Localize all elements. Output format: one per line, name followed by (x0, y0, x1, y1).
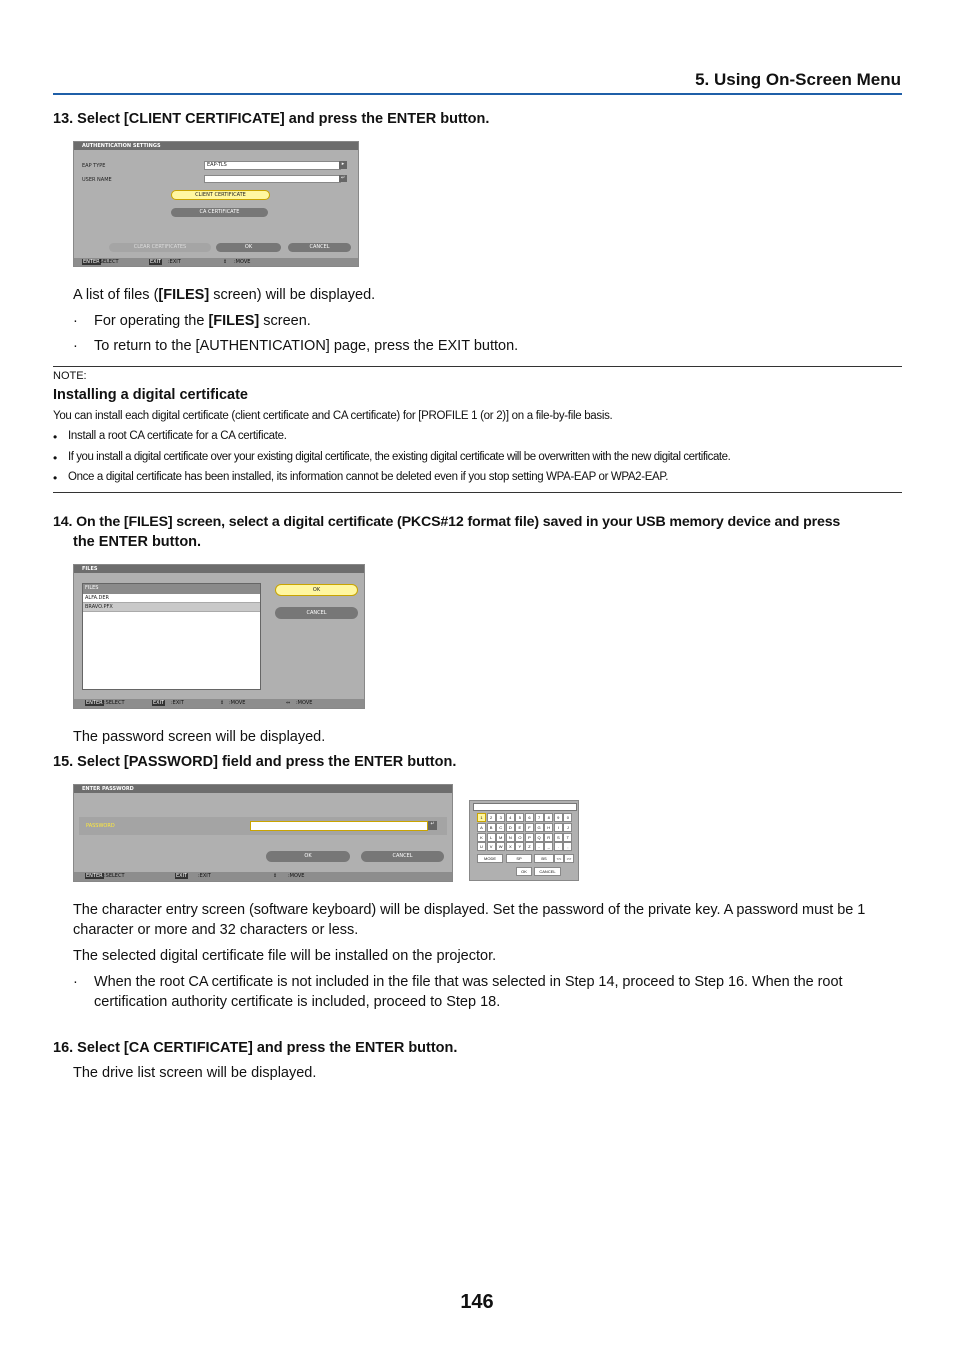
file-item[interactable]: BRAVO.PFX (83, 603, 260, 612)
keyboard-key[interactable]: M (496, 833, 505, 842)
keyboard-key[interactable]: A (477, 823, 486, 832)
enter-key-badge: ENTER (83, 259, 100, 265)
space-key[interactable]: SP (506, 854, 532, 863)
eap-type-label: EAP TYPE (82, 163, 106, 169)
keyboard-cancel-key[interactable]: CANCEL (534, 867, 561, 876)
leftright-arrow-icon: ⇔ (286, 700, 291, 706)
keyboard-key[interactable]: 3 (496, 813, 505, 822)
keyboard-key[interactable]: J (563, 823, 572, 832)
screen-footer (74, 872, 452, 881)
dropdown-arrow-icon[interactable]: ▸ (339, 161, 347, 169)
keyboard-key[interactable]: F (525, 823, 534, 832)
note-item-3: Once a digital certificate has been installed, its information cannot be deleted even if you stop setting WPA-EAP or WPA2-EAP. (68, 471, 669, 483)
keyboard-key[interactable]: U (477, 842, 486, 851)
keyboard-key[interactable]: P (525, 833, 534, 842)
step-14-heading-line-1: 14. On the [FILES] screen, select a digital certificate (PKCS#12 format file) saved in your USB memory device and press (53, 514, 841, 530)
keyboard-key[interactable]: Y (515, 842, 524, 851)
enter-key-icon[interactable]: ↵ (340, 175, 346, 181)
footer-move: :MOVE (229, 700, 246, 706)
keyboard-key[interactable]: W (496, 842, 505, 851)
keyboard-key[interactable]: K (477, 833, 486, 842)
cancel-button[interactable]: CANCEL (275, 607, 358, 619)
footer-exit: :EXIT (198, 873, 211, 879)
bullet-pre: For operating the (94, 313, 209, 329)
keyboard-key[interactable]: C (496, 823, 505, 832)
exit-key-badge: EXIT (176, 873, 188, 879)
keyboard-key[interactable]: 4 (506, 813, 515, 822)
note-title: Installing a digital certificate (53, 387, 248, 403)
note-bullet-dot: • (53, 451, 58, 465)
note-bullet-dot: • (53, 471, 58, 485)
keyboard-key[interactable]: 6 (525, 813, 534, 822)
bullet-mark: · (73, 974, 78, 990)
keyboard-key[interactable]: H (544, 823, 553, 832)
screen-title: AUTHENTICATION SETTINGS (74, 142, 358, 150)
keyboard-key[interactable]: R (544, 833, 553, 842)
authentication-settings-screen (73, 141, 359, 267)
screen-footer (74, 258, 358, 266)
bullet-mark: · (73, 313, 78, 329)
keyboard-key[interactable]: 2 (487, 813, 496, 822)
footer-move: :MOVE (288, 873, 305, 879)
footer-move: :MOVE (234, 259, 251, 265)
keyboard-key[interactable]: G (535, 823, 544, 832)
client-certificate-button[interactable]: CLIENT CERTIFICATE (171, 190, 270, 200)
updown-arrow-icon: ⇕ (273, 873, 278, 879)
step-13-bullet-1 (94, 311, 311, 331)
note-label: NOTE: (53, 370, 87, 382)
file-item[interactable]: ALFA.DER (83, 594, 260, 603)
keyboard-key[interactable]: , (563, 842, 572, 851)
file-list[interactable] (82, 583, 261, 690)
keyboard-key[interactable]: 9 (554, 813, 563, 822)
screen-footer (74, 699, 364, 708)
keyboard-key[interactable]: 7 (535, 813, 544, 822)
software-keyboard (469, 800, 579, 881)
step-14-text: The password screen will be displayed. (73, 729, 326, 745)
footer-exit: :EXIT (168, 259, 181, 265)
keyboard-key[interactable]: O (515, 833, 524, 842)
page-number: 146 (460, 1291, 494, 1313)
exit-key-badge: EXIT (150, 259, 162, 265)
files-screen (73, 564, 365, 709)
enter-key-badge: ENTER (86, 873, 103, 879)
step-16-text: The drive list screen will be displayed. (73, 1065, 317, 1081)
keyboard-key[interactable]: Z (525, 842, 534, 851)
keyboard-key[interactable]: V (487, 842, 496, 851)
header-rule (53, 93, 902, 95)
cancel-button[interactable]: CANCEL (288, 243, 351, 252)
screen-title: FILES (74, 565, 364, 573)
step-15-bullet-line-1: When the root CA certificate is not included in the file that was selected in Step 14, proceed to Step 16. When the root (94, 974, 843, 990)
enter-password-screen (73, 784, 453, 882)
keyboard-key[interactable]: X (506, 842, 515, 851)
note-top-rule (53, 366, 902, 367)
enter-key-icon[interactable]: ↵ (428, 821, 437, 830)
exit-key-badge: EXIT (153, 700, 165, 706)
user-name-label: USER NAME (82, 177, 112, 183)
step-13-text (73, 285, 375, 305)
ok-button[interactable]: OK (275, 584, 358, 596)
keyboard-ok-key[interactable]: OK (516, 867, 532, 876)
step-16-heading: 16. Select [CA CERTIFICATE] and press the ENTER button. (53, 1040, 458, 1056)
note-item-2: If you install a digital certificate over your existing digital certificate, the existing digital certificate will be overwritten with the new digital certificate. (68, 451, 731, 463)
backspace-key[interactable]: BS (534, 854, 554, 863)
note-intro: You can install each digital certificate (client certificate and CA certificate) for [PROFILE 1 (or 2)] on a file-by-file basis. (53, 410, 613, 422)
keyboard-key[interactable]: D (506, 823, 515, 832)
keyboard-key[interactable]: S (554, 833, 563, 842)
eap-type-value: EAP-TLS (207, 162, 227, 168)
screen-title: ENTER PASSWORD (74, 785, 452, 793)
footer-select: :SELECT (104, 700, 125, 706)
mode-key[interactable]: MODE (477, 854, 503, 863)
ok-button[interactable]: OK (266, 851, 350, 862)
keyboard-key[interactable]: - (535, 842, 544, 851)
updown-arrow-icon: ⇕ (220, 700, 225, 706)
cancel-button[interactable]: CANCEL (361, 851, 444, 862)
cursor-left-icon[interactable]: << (554, 854, 564, 863)
footer-select: :SELECT (104, 873, 125, 879)
keyboard-key[interactable]: Q (535, 833, 544, 842)
keyboard-key[interactable]: 8 (544, 813, 553, 822)
ok-button[interactable]: OK (216, 243, 281, 252)
keyboard-key[interactable]: L (487, 833, 496, 842)
note-bottom-rule (53, 492, 902, 493)
step-13-heading: 13. Select [CLIENT CERTIFICATE] and press the ENTER button. (53, 111, 490, 127)
file-list-header: FILES (83, 584, 260, 594)
keyboard-key[interactable]: B (487, 823, 496, 832)
eap-type-field[interactable] (204, 161, 341, 170)
step-13-bullet-2: To return to the [AUTHENTICATION] page, press the EXIT button. (94, 338, 519, 354)
keyboard-key[interactable]: 0 (563, 813, 572, 822)
ca-certificate-button[interactable]: CA CERTIFICATE (171, 208, 268, 217)
keyboard-key[interactable]: 1 (477, 813, 486, 822)
footer-exit: :EXIT (171, 700, 184, 706)
keyboard-key[interactable]: N (506, 833, 515, 842)
footer-select: :SELECT (98, 259, 119, 265)
step-15-bullet-line-2: certification authority certificate is included, proceed to Step 18. (94, 994, 501, 1010)
cursor-right-icon[interactable]: >> (564, 854, 574, 863)
user-name-input[interactable] (204, 175, 341, 183)
clear-certificates-button[interactable]: CLEAR CERTIFICATES (109, 243, 211, 252)
keyboard-input[interactable] (473, 803, 577, 811)
enter-key-badge: ENTER (86, 700, 103, 706)
password-input[interactable] (250, 821, 428, 831)
keyboard-key[interactable]: T (563, 833, 572, 842)
note-bullet-dot: • (53, 430, 58, 444)
keyboard-key[interactable]: . (554, 842, 563, 851)
step-15-text-2: The selected digital certificate file will be installed on the projector. (73, 948, 497, 964)
files-bold: [FILES] (158, 287, 210, 303)
section-title: 5. Using On-Screen Menu (695, 70, 901, 89)
updown-arrow-icon: ⇕ (223, 259, 228, 265)
step-15-text-1-line-2: character or more and 32 characters or less. (73, 922, 359, 938)
text-pre: A list of files ( (73, 287, 159, 303)
keyboard-key[interactable]: E (515, 823, 524, 832)
footer-move: :MOVE (296, 700, 313, 706)
keyboard-key[interactable]: 5 (515, 813, 524, 822)
step-15-text-1-line-1: The character entry screen (software keyboard) will be displayed. Set the password of the private key. A password must be 1 (73, 902, 866, 918)
keyboard-key[interactable]: _ (544, 842, 553, 851)
password-label: PASSWORD (86, 823, 115, 829)
note-item-1: Install a root CA certificate for a CA certificate. (68, 430, 287, 442)
keyboard-key[interactable]: I (554, 823, 563, 832)
files-bold: [FILES] (208, 313, 260, 329)
step-15-heading: 15. Select [PASSWORD] field and press the ENTER button. (53, 754, 457, 770)
text-post: screen) will be displayed. (209, 287, 376, 303)
step-14-heading-line-2: the ENTER button. (73, 534, 202, 550)
bullet-post: screen. (259, 313, 311, 329)
bullet-mark: · (73, 338, 78, 354)
